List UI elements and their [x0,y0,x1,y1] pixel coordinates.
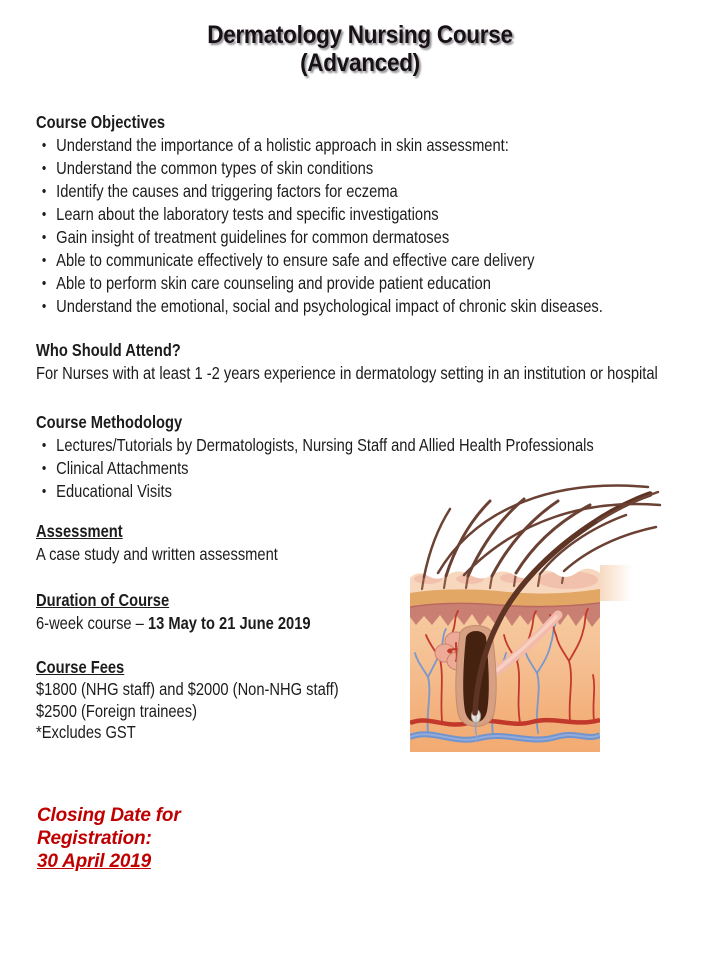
skin-block [410,563,600,752]
course-methodology-heading: Course Methodology [36,412,183,432]
section-who-should-attend [36,339,684,385]
closing-date-line2: Registration: [37,828,152,849]
objective-item: • Learn about the laboratory tests and specific investigations [36,203,684,226]
course-fees-heading: Course Fees [36,657,125,677]
objective-item: • Gain insight of treatment guidelines for common dermatoses [36,226,684,249]
artery [410,720,600,725]
page-title-line2: (Advanced) [300,49,420,77]
objective-item: • Understand the emotional, social and psychological impact of chronic skin diseases. [36,295,684,318]
closing-date-line1: Closing Date for [37,805,181,826]
assessment-heading: Assessment [36,521,123,541]
objective-item: • Understand the common types of skin conditions [36,157,684,180]
methodology-item: • Educational Visits [36,480,684,503]
objective-item: • Identify the causes and triggering factors for eczema [36,180,684,203]
fees-line: $2500 (Foreign trainees) [36,700,197,721]
objective-item: • Able to perform skin care counseling and provide patient education [36,272,684,295]
who-should-attend-text: For Nurses with at least 1 -2 years experience in dermatology setting in an institution or hospital [36,363,658,383]
page-title-line1: Dermatology Nursing Course [207,21,513,49]
fees-line: $1800 (NHG staff) and $2000 (Non-NHG staff) [36,679,339,699]
course-objectives-list [36,134,684,318]
duration-text-regular: 6-week course – [36,613,148,633]
assessment-text: A case study and written assessment [36,544,278,564]
objective-item: • Understand the importance of a holistic approach in skin assessment: [36,134,684,157]
closing-date-note [37,804,181,873]
methodology-item: • Clinical Attachments [36,457,684,480]
methodology-item: • Lectures/Tutorials by Dermatologists, Nursing Staff and Allied Health Professionals [36,434,684,457]
duration-dates: 13 May to 21 June 2019 [147,613,311,633]
surface-fade [600,565,632,601]
duration-heading: Duration of Course [36,590,170,610]
fees-line: *Excludes GST [36,722,136,742]
section-course-objectives [36,111,684,318]
objective-item: • Able to communicate effectively to ensure safe and effective care delivery [36,249,684,272]
course-objectives-heading: Course Objectives [36,112,166,132]
closing-date-value: 30 April 2019 [37,851,151,872]
skin-anatomy-illustration [398,465,683,760]
page-title [36,21,684,77]
who-should-attend-heading: Who Should Attend? [36,340,181,360]
